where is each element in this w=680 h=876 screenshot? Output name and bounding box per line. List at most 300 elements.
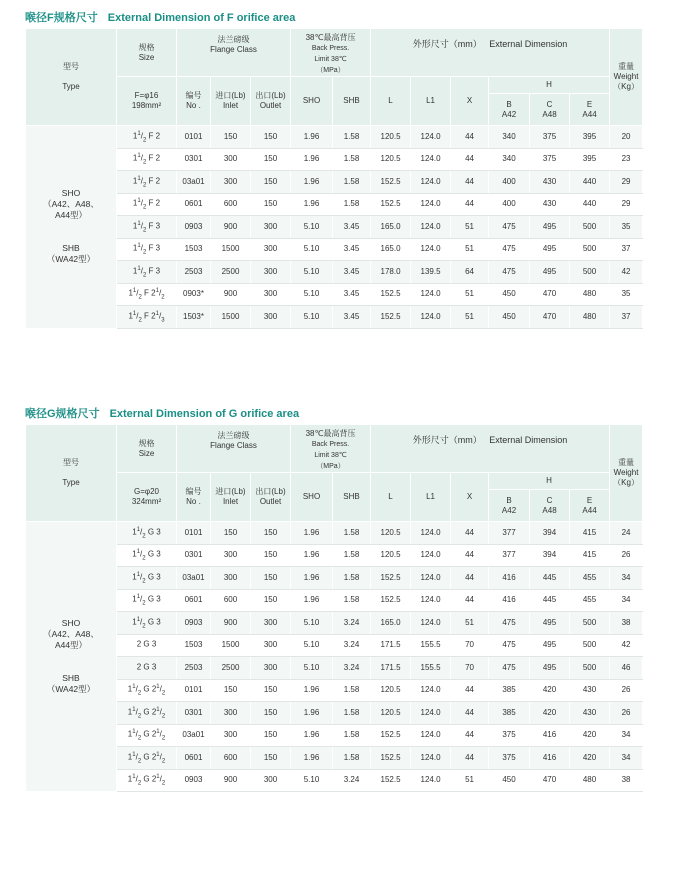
size-slash: /: [135, 707, 138, 717]
cell-sho: 5.10: [291, 283, 333, 306]
cell-w: 29: [610, 171, 643, 194]
size-class: F 2: [141, 288, 156, 298]
cell-size: [117, 747, 177, 770]
cell-no: 0101: [177, 126, 211, 149]
cell-outlet: 300: [251, 634, 291, 657]
cell-b: 400: [489, 193, 530, 216]
size-den: 2: [137, 712, 142, 719]
size-den: 2: [137, 690, 142, 697]
cell-no: 0601: [177, 747, 211, 770]
cell-inlet: 300: [211, 724, 251, 747]
table-row: [26, 306, 643, 329]
cell-x: 51: [451, 769, 489, 792]
cell-shb: 1.58: [333, 522, 371, 545]
cell-x: 44: [451, 589, 489, 612]
cell-no: 0301: [177, 544, 211, 567]
col-outlet: 出口(Lb) Outlet: [251, 77, 291, 126]
cell-sho: 5.10: [291, 261, 333, 284]
cell-c: 495: [530, 261, 570, 284]
header-row-1: [26, 29, 643, 77]
cell-b: 450: [489, 769, 530, 792]
cell-outlet: 150: [251, 171, 291, 194]
cell-l1: 124.0: [411, 148, 451, 171]
cell-no: 0903*: [177, 283, 211, 306]
cell-x: 44: [451, 724, 489, 747]
cell-l: 120.5: [371, 148, 411, 171]
cell-l: 171.5: [371, 634, 411, 657]
size-den: 2: [142, 622, 146, 629]
title-cn: 喉径G规格尺寸: [25, 408, 100, 420]
size-num2: 1: [156, 774, 160, 781]
size-class: G 2: [141, 684, 157, 694]
cell-inlet: 1500: [211, 306, 251, 329]
cell-size: [117, 522, 177, 545]
size-num: 1: [136, 549, 141, 556]
size-den2: 3: [161, 316, 165, 323]
size-whole: 1: [132, 549, 137, 559]
cell-inlet: 300: [211, 148, 251, 171]
size-num: 1: [136, 526, 141, 533]
cell-b: 385: [489, 702, 530, 725]
col-b: B A42: [489, 490, 530, 522]
cell-shb: 1.58: [333, 679, 371, 702]
size-whole: 1: [132, 243, 138, 253]
size-class: G 2: [141, 774, 157, 784]
cell-b: 475: [489, 657, 530, 680]
cell-w: 38: [610, 612, 643, 635]
col-h: H: [489, 77, 610, 94]
cell-size: [117, 567, 177, 590]
cell-outlet: 150: [251, 544, 291, 567]
cell-outlet: 150: [251, 193, 291, 216]
cell-l: 152.5: [371, 589, 411, 612]
cell-b: 416: [489, 589, 530, 612]
cell-l: 152.5: [371, 567, 411, 590]
cell-x: 44: [451, 679, 489, 702]
table-row: [26, 261, 643, 284]
cell-outlet: 300: [251, 216, 291, 239]
size-whole: 2: [136, 639, 142, 649]
cell-no: 0101: [177, 522, 211, 545]
cell-l1: 124.0: [411, 522, 451, 545]
cell-sho: 1.96: [291, 126, 333, 149]
table-row: [26, 724, 643, 747]
size-den: 2: [137, 757, 142, 764]
size-num2: 1: [156, 684, 160, 691]
cell-x: 70: [451, 657, 489, 680]
cell-x: 44: [451, 171, 489, 194]
size-den2: 2: [161, 294, 165, 301]
cell-sho: 1.96: [291, 679, 333, 702]
cell-l1: 124.0: [411, 238, 451, 261]
cell-outlet: 300: [251, 657, 291, 680]
cell-e: 455: [570, 589, 610, 612]
size-den2: 2: [161, 735, 166, 742]
size-num: 1: [132, 729, 136, 736]
cell-w: 35: [610, 283, 643, 306]
table-row: [26, 657, 643, 680]
cell-l1: 124.0: [411, 306, 451, 329]
cell-x: 51: [451, 283, 489, 306]
size-class: G 2: [141, 729, 157, 739]
cell-no: 0601: [177, 589, 211, 612]
cell-b: 450: [489, 283, 530, 306]
cell-size: [117, 171, 177, 194]
col-l: L: [371, 77, 411, 126]
cell-w: 23: [610, 148, 643, 171]
cell-shb: 3.45: [333, 306, 371, 329]
size-whole: 1: [132, 572, 137, 582]
cell-shb: 1.58: [333, 126, 371, 149]
cell-e: 415: [570, 544, 610, 567]
cell-outlet: 150: [251, 589, 291, 612]
cell-outlet: 150: [251, 148, 291, 171]
cell-shb: 1.58: [333, 589, 371, 612]
cell-w: 35: [610, 216, 643, 239]
cell-c: 470: [530, 769, 570, 792]
size-den: 2: [142, 204, 147, 211]
cell-inlet: 600: [211, 747, 251, 770]
cell-l: 165.0: [371, 238, 411, 261]
cell-shb: 1.58: [333, 171, 371, 194]
weight-header: 重量 Weight （Kg）: [610, 29, 643, 126]
dimension-table: [25, 424, 643, 792]
cell-x: 44: [451, 148, 489, 171]
size-num: 1: [132, 774, 136, 781]
cell-inlet: 300: [211, 171, 251, 194]
cell-l: 152.5: [371, 283, 411, 306]
size-slash: /: [140, 243, 143, 253]
cell-no: 03a01: [177, 171, 211, 194]
cell-x: 51: [451, 238, 489, 261]
cell-l1: 124.0: [411, 171, 451, 194]
size-whole: 1: [132, 131, 138, 141]
cell-inlet: 1500: [211, 238, 251, 261]
cell-size: [117, 657, 177, 680]
cell-b: 416: [489, 567, 530, 590]
cell-c: 495: [530, 634, 570, 657]
col-l1: L1: [411, 473, 451, 522]
cell-sho: 1.96: [291, 702, 333, 725]
table-row: [26, 634, 643, 657]
size-slash: /: [135, 752, 138, 762]
col-inlet: 进口(Lb) Inlet: [211, 473, 251, 522]
cell-x: 44: [451, 193, 489, 216]
size-whole: 1: [132, 527, 137, 537]
cell-size: [117, 193, 177, 216]
size-whole: 1: [132, 617, 137, 627]
col-sho: SHO: [291, 77, 333, 126]
pressure-header: 38℃最高背压 Back Press. Limit 38℃ （MPa）: [291, 29, 371, 77]
cell-e: 420: [570, 747, 610, 770]
cell-l1: 124.0: [411, 702, 451, 725]
cell-l1: 124.0: [411, 612, 451, 635]
table-row: [26, 679, 643, 702]
cell-shb: 1.58: [333, 567, 371, 590]
cell-shb: 3.24: [333, 634, 371, 657]
cell-shb: 3.45: [333, 238, 371, 261]
size-num2: 1: [156, 751, 160, 758]
size-value: G=φ20 324mm²: [117, 473, 177, 522]
size-whole: 1: [132, 176, 138, 186]
cell-inlet: 150: [211, 126, 251, 149]
cell-l1: 124.0: [411, 747, 451, 770]
cell-c: 420: [530, 702, 570, 725]
size-den: 2: [142, 136, 147, 143]
size-den: 2: [142, 577, 146, 584]
size-slash: /: [140, 176, 143, 186]
size-num: 1: [132, 706, 136, 713]
cell-inlet: 2500: [211, 261, 251, 284]
cell-shb: 3.24: [333, 657, 371, 680]
size-den2: 2: [161, 712, 166, 719]
cell-c: 470: [530, 283, 570, 306]
cell-size: [117, 702, 177, 725]
col-outlet: 出口(Lb) Outlet: [251, 473, 291, 522]
size-class: F 2: [141, 311, 156, 321]
col-shb: SHB: [333, 77, 371, 126]
size-num: 1: [136, 616, 141, 623]
size-class: G 3: [145, 549, 161, 559]
size-whole: 1: [127, 752, 133, 762]
cell-size: [117, 148, 177, 171]
cell-inlet: 900: [211, 612, 251, 635]
cell-size: [117, 126, 177, 149]
cell-c: 375: [530, 148, 570, 171]
size-num: 1: [132, 751, 136, 758]
cell-size: [117, 634, 177, 657]
cell-b: 377: [489, 544, 530, 567]
title-en: External Dimension of G orifice area: [109, 408, 300, 420]
cell-x: 44: [451, 544, 489, 567]
cell-inlet: 300: [211, 544, 251, 567]
size-slash: /: [140, 527, 143, 537]
title-en: External Dimension of F orifice area: [107, 12, 296, 24]
cell-c: 375: [530, 126, 570, 149]
cell-c: 470: [530, 306, 570, 329]
col-l1: L1: [411, 77, 451, 126]
size-class: G 2: [141, 707, 157, 717]
cell-b: 340: [489, 126, 530, 149]
cell-inlet: 150: [211, 522, 251, 545]
cell-outlet: 150: [251, 702, 291, 725]
dimension-header: 外形尺寸（mm） External Dimension: [371, 425, 610, 473]
table-row: [26, 193, 643, 216]
cell-shb: 1.58: [333, 148, 371, 171]
cell-l: 120.5: [371, 679, 411, 702]
cell-l: 178.0: [371, 261, 411, 284]
cell-w: 34: [610, 724, 643, 747]
cell-w: 29: [610, 193, 643, 216]
header-row-2: [26, 77, 643, 94]
size-slash: /: [140, 221, 143, 231]
cell-outlet: 150: [251, 679, 291, 702]
weight-header: 重量 Weight （Kg）: [610, 425, 643, 522]
cell-size: [117, 679, 177, 702]
cell-outlet: 150: [251, 567, 291, 590]
table-row: [26, 216, 643, 239]
cell-w: 26: [610, 679, 643, 702]
size-whole: 1: [132, 266, 138, 276]
size-class: G 3: [141, 639, 157, 649]
size-num: 1: [136, 594, 141, 601]
size-slash: /: [135, 684, 138, 694]
size-whole: 1: [132, 594, 137, 604]
cell-outlet: 150: [251, 747, 291, 770]
col-e: E A44: [570, 490, 610, 522]
cell-c: 495: [530, 238, 570, 261]
cell-x: 44: [451, 126, 489, 149]
size-class: G 2: [141, 752, 157, 762]
col-no: 编号 No .: [177, 77, 211, 126]
size-slash: /: [140, 594, 143, 604]
table-row: [26, 283, 643, 306]
size-den: 2: [137, 735, 142, 742]
col-e: E A44: [570, 94, 610, 126]
cell-b: 375: [489, 724, 530, 747]
cell-b: 340: [489, 148, 530, 171]
cell-size: [117, 724, 177, 747]
cell-c: 430: [530, 193, 570, 216]
cell-e: 420: [570, 724, 610, 747]
table-row: [26, 702, 643, 725]
cell-outlet: 300: [251, 306, 291, 329]
cell-e: 395: [570, 148, 610, 171]
cell-w: 37: [610, 306, 643, 329]
cell-e: 480: [570, 769, 610, 792]
header-row-1: [26, 425, 643, 473]
col-b: B A42: [489, 94, 530, 126]
size-slash: /: [140, 617, 143, 627]
cell-w: 37: [610, 238, 643, 261]
col-x: X: [451, 473, 489, 522]
cell-c: 430: [530, 171, 570, 194]
cell-l: 152.5: [371, 724, 411, 747]
flange-header: 法兰磅级 Flange Class: [177, 29, 291, 77]
size-header: 规格 Size: [117, 29, 177, 77]
cell-e: 415: [570, 522, 610, 545]
table-row: [26, 747, 643, 770]
flange-header: 法兰磅级 Flange Class: [177, 425, 291, 473]
cell-w: 34: [610, 589, 643, 612]
cell-shb: 3.45: [333, 261, 371, 284]
dimension-header: 外形尺寸（mm） External Dimension: [371, 29, 610, 77]
cell-c: 416: [530, 747, 570, 770]
cell-size: [117, 612, 177, 635]
cell-outlet: 300: [251, 612, 291, 635]
cell-inlet: 300: [211, 702, 251, 725]
cell-size: [117, 261, 177, 284]
size-num: 1: [132, 288, 137, 295]
cell-l: 152.5: [371, 769, 411, 792]
size-den: 2: [142, 249, 147, 256]
size-slash: /: [140, 572, 143, 582]
cell-x: 51: [451, 216, 489, 239]
cell-l: 120.5: [371, 702, 411, 725]
cell-e: 395: [570, 126, 610, 149]
cell-w: 42: [610, 261, 643, 284]
size-whole: 1: [128, 288, 133, 298]
cell-l: 152.5: [371, 306, 411, 329]
header-row-2: [26, 473, 643, 490]
cell-sho: 1.96: [291, 724, 333, 747]
cell-b: 375: [489, 747, 530, 770]
table-row: [26, 522, 643, 545]
cell-c: 495: [530, 657, 570, 680]
cell-l1: 124.0: [411, 193, 451, 216]
cell-b: 400: [489, 171, 530, 194]
cell-e: 500: [570, 261, 610, 284]
size-num: 1: [137, 265, 141, 272]
cell-inlet: 300: [211, 567, 251, 590]
cell-l: 120.5: [371, 522, 411, 545]
size-class: F 2: [146, 176, 161, 186]
col-sho: SHO: [291, 473, 333, 522]
cell-w: 42: [610, 634, 643, 657]
size-num: 1: [137, 153, 141, 160]
cell-l1: 139.5: [411, 261, 451, 284]
cell-inlet: 900: [211, 216, 251, 239]
cell-no: 0903: [177, 769, 211, 792]
cell-sho: 5.10: [291, 612, 333, 635]
size-class: F 3: [146, 221, 161, 231]
cell-l1: 124.0: [411, 126, 451, 149]
size-num: 1: [137, 130, 141, 137]
cell-e: 500: [570, 634, 610, 657]
cell-l: 152.5: [371, 747, 411, 770]
size-den: 2: [142, 600, 146, 607]
cell-c: 495: [530, 216, 570, 239]
cell-no: 0101: [177, 679, 211, 702]
size-num2: 1: [155, 288, 159, 295]
cell-x: 44: [451, 522, 489, 545]
cell-no: 1503*: [177, 306, 211, 329]
cell-l1: 155.5: [411, 657, 451, 680]
cell-shb: 3.24: [333, 612, 371, 635]
cell-sho: 5.10: [291, 634, 333, 657]
cell-shb: 3.24: [333, 769, 371, 792]
cell-x: 70: [451, 634, 489, 657]
size-num: 1: [136, 571, 141, 578]
size-den: 2: [142, 226, 147, 233]
cell-inlet: 900: [211, 769, 251, 792]
cell-l1: 124.0: [411, 283, 451, 306]
cell-no: 1503: [177, 238, 211, 261]
cell-e: 430: [570, 702, 610, 725]
cell-sho: 5.10: [291, 657, 333, 680]
size-den: 2: [137, 780, 142, 787]
cell-w: 20: [610, 126, 643, 149]
size-den: 2: [138, 316, 142, 323]
size-class: G 3: [145, 527, 161, 537]
table-row: [26, 148, 643, 171]
cell-w: 46: [610, 657, 643, 680]
cell-no: 0903: [177, 216, 211, 239]
size-num2: 1: [156, 706, 160, 713]
cell-shb: 1.58: [333, 193, 371, 216]
size-whole: 1: [127, 774, 133, 784]
col-x: X: [451, 77, 489, 126]
cell-b: 475: [489, 612, 530, 635]
type-header: 型号 Type: [26, 425, 117, 522]
size-slash: /: [136, 311, 139, 321]
cell-x: 51: [451, 612, 489, 635]
col-c: C A48: [530, 94, 570, 126]
size-num: 1: [137, 198, 141, 205]
size-den: 2: [138, 294, 142, 301]
size-class: G 3: [145, 594, 161, 604]
section-title: [25, 406, 642, 422]
